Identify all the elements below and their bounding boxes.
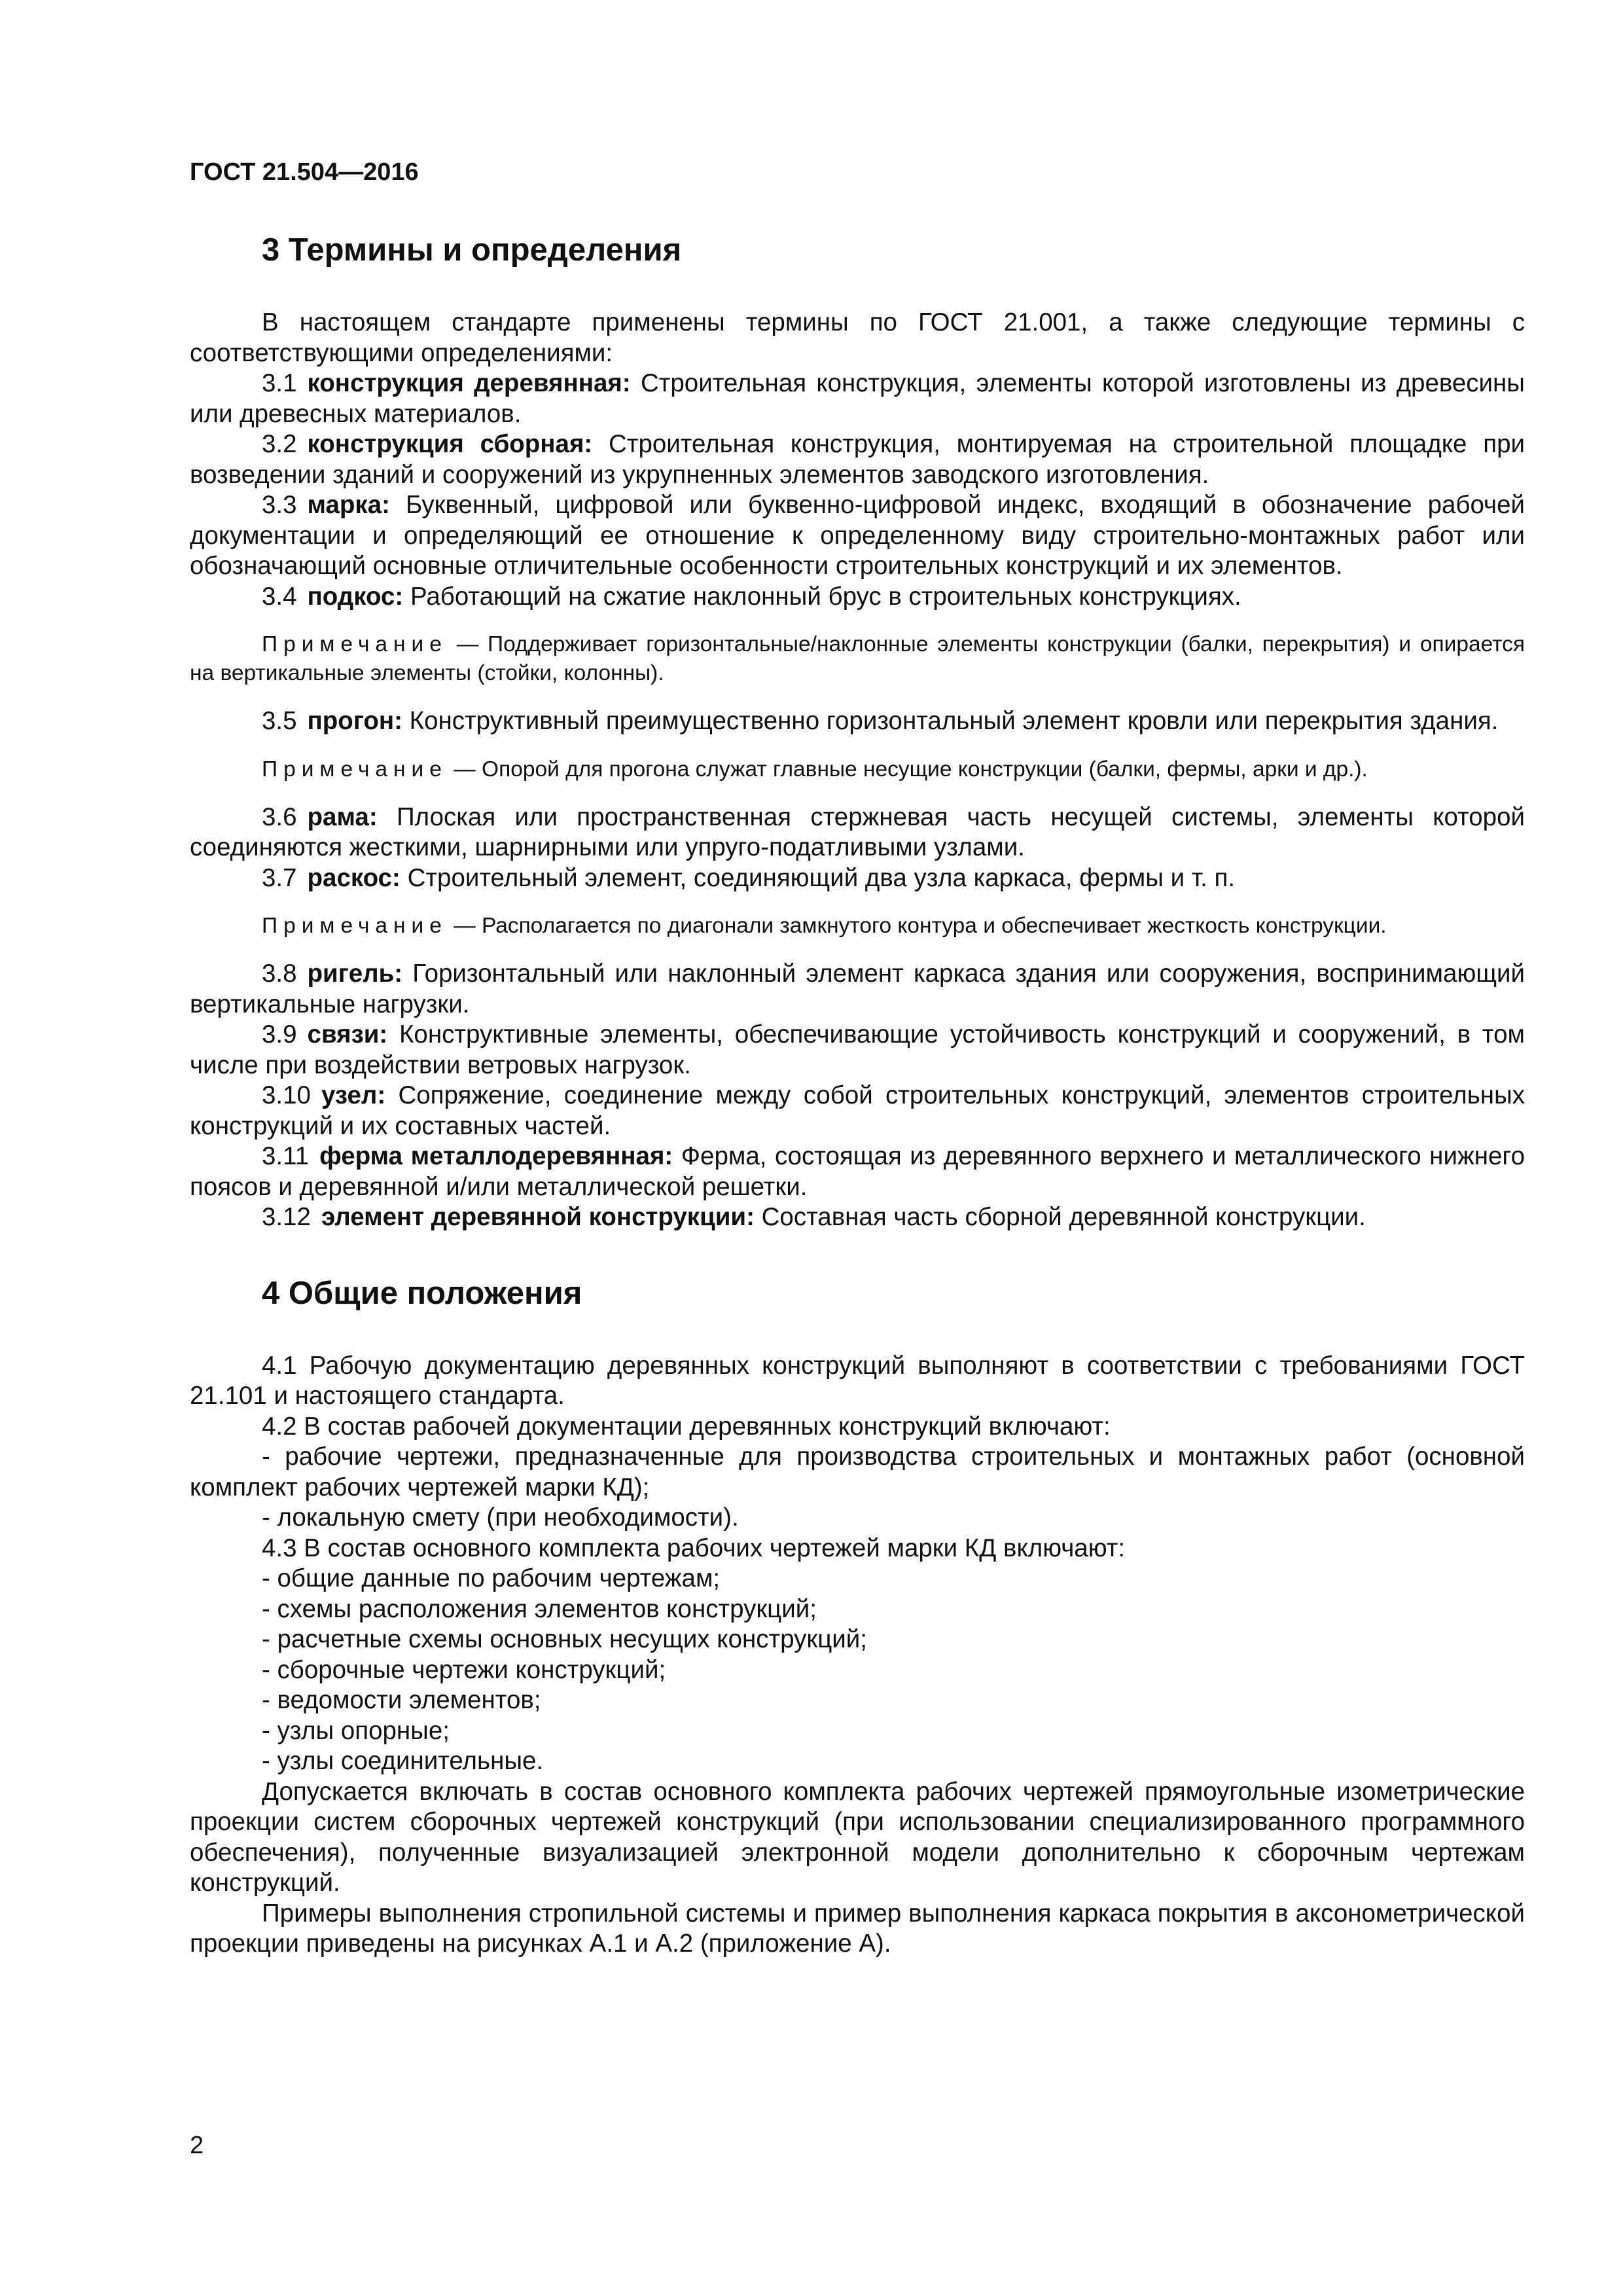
term-3-2 <box>190 429 1525 490</box>
term-name: марка: <box>307 491 390 519</box>
note-3-4 <box>190 630 1525 688</box>
term-name: конструкция деревянная: <box>307 369 631 397</box>
term-name: ферма металлодеревянная: <box>319 1142 673 1170</box>
term-name: связи: <box>307 1020 388 1049</box>
term-definition: Строительная конструкция, элементы которой изготовлены из древесины или древесных материалов. <box>190 369 1525 428</box>
term-definition: Конструктивные элементы, обеспечивающие устойчивость конструкций и сооружений, в том числе при воздействии ветровых нагрузок. <box>190 1020 1525 1079</box>
list-item: - схемы расположения элементов конструкций; <box>262 1594 817 1623</box>
list-item: - рабочие чертежи, предназначенные для производства строительных и монтажных работ (основной комплект рабочих чертежей марки КД); <box>190 1443 1525 1501</box>
section-3-intro: В настоящем стандарте применены термины по ГОСТ 21.001, а также следующие термины с соответствующими определениями: <box>190 308 1525 367</box>
term-number: 3.3 <box>262 491 297 519</box>
clause-4-1: 4.1 Рабочую документацию деревянных конструкций выполняют в соответствии с требованиями ГОСТ 21.101 и настоящего стандарта. <box>190 1351 1525 1410</box>
term-definition: Сопряжение, соединение между собой строительных конструкций, элементов строительных конструкций и их составных частей. <box>190 1081 1525 1140</box>
list-item: - сборочные чертежи конструкций; <box>262 1655 666 1684</box>
term-name: конструкция сборная: <box>307 430 593 458</box>
list-item: - локальную смету (при необходимости). <box>262 1503 739 1532</box>
term-definition: Буквенный, цифровой или буквенно-цифровой индекс, входящий в обозначение рабочей документации и определяющий ее отношение к определенному виду строительно-монтажных работ или обозначающий основные отличительные особенности строительных конструкций и их элементов. <box>190 491 1525 580</box>
term-number: 3.11 <box>262 1142 310 1170</box>
clause-4-2: 4.2 В состав рабочей документации деревянных конструкций включают: <box>262 1412 1111 1441</box>
term-3-4 <box>190 582 1525 613</box>
term-3-7 <box>190 863 1525 894</box>
section-4-title: 4 Общие положения <box>262 1275 582 1311</box>
note-label: Примечание <box>262 632 448 656</box>
term-definition: Конструктивный преимущественно горизонтальный элемент кровли или перекрытия здания. <box>409 707 1499 735</box>
note-3-5 <box>190 755 1525 784</box>
note-text: — Опорой для прогона служат главные несущие конструкции (балки, фермы, арки и др.). <box>454 757 1368 781</box>
term-number: 3.1 <box>262 369 297 397</box>
term-number: 3.9 <box>262 1020 297 1049</box>
list-item: - общие данные по рабочим чертежам; <box>262 1564 721 1592</box>
term-name: ригель: <box>307 960 403 988</box>
term-definition: Строительный элемент, соединяющий два узла каркаса, фермы и т. п. <box>407 863 1236 892</box>
term-3-11 <box>190 1141 1525 1202</box>
term-3-8 <box>190 959 1525 1020</box>
note-text: — Располагается по диагонали замкнутого контура и обеспечивает жесткость конструкции. <box>454 914 1387 938</box>
term-name: узел: <box>321 1081 386 1109</box>
clause-4-3: 4.3 В состав основного комплекта рабочих чертежей марки КД включают: <box>262 1534 1126 1562</box>
note-text: — Поддерживает горизонтальные/наклонные элементы конструкции (балки, перекрытия) и опирается на вертикальные элементы (стойки, колонны). <box>190 632 1525 685</box>
term-number: 3.10 <box>262 1081 311 1109</box>
term-number: 3.5 <box>262 707 297 735</box>
term-number: 3.12 <box>262 1203 311 1231</box>
term-number: 3.7 <box>262 863 297 892</box>
term-definition: Составная часть сборной деревянной конструкции. <box>761 1203 1366 1231</box>
paragraph-examples: Примеры выполнения стропильной системы и пример выполнения каркаса покрытия в аксонометрической проекции приведены на рисунках А.1 и А.2 (приложение А). <box>190 1899 1525 1958</box>
page-number: 2 <box>190 2132 204 2159</box>
term-3-1 <box>190 368 1525 429</box>
term-definition: Ферма, состоящая из деревянного верхнего и металлического нижнего поясов и деревянной и/или металлической решетки. <box>190 1142 1525 1201</box>
list-item: - ведомости элементов; <box>262 1686 541 1714</box>
term-definition: Строительная конструкция, монтируемая на строительной площадке при возведении зданий и сооружений из укрупненных элементов заводского изготовления. <box>190 430 1525 489</box>
term-definition: Плоская или пространственная стержневая часть несущей системы, элементы которой соединяются жесткими, шарнирными или упруго-податливыми узлами. <box>190 802 1525 861</box>
term-name: прогон: <box>307 707 402 735</box>
term-3-6 <box>190 802 1525 863</box>
document-page <box>190 157 1525 1960</box>
section-3-title: 3 Термины и определения <box>262 232 682 268</box>
term-number: 3.2 <box>262 430 297 458</box>
term-number: 3.6 <box>262 802 297 831</box>
term-3-5 <box>190 706 1525 737</box>
term-number: 3.4 <box>262 582 297 611</box>
term-3-9 <box>190 1020 1525 1081</box>
list-item: - узлы соединительные. <box>262 1747 544 1775</box>
term-3-10 <box>190 1081 1525 1141</box>
term-name: элемент деревянной конструкции: <box>321 1203 755 1231</box>
term-definition: Работающий на сжатие наклонный брус в строительных конструкциях. <box>410 582 1241 611</box>
term-name: подкос: <box>307 582 404 611</box>
list-item: - расчетные схемы основных несущих конструкций; <box>262 1625 867 1653</box>
paragraph-allowance: Допускается включать в состав основного комплекта рабочих чертежей прямоугольные изометрические проекции систем сборочных чертежей конструкций (при использовании специализированного программного обеспечения), полученные визуализацией электронной модели дополнительно к сборочным чертежам конструкций. <box>190 1777 1525 1897</box>
term-3-12 <box>190 1202 1525 1233</box>
term-number: 3.8 <box>262 960 297 988</box>
term-name: рама: <box>307 802 378 831</box>
list-item: - узлы опорные; <box>262 1716 450 1745</box>
document-code: ГОСТ 21.504—2016 <box>190 158 419 186</box>
note-label: Примечание <box>262 757 448 781</box>
term-name: раскос: <box>307 863 401 892</box>
note-label: Примечание <box>262 914 448 938</box>
note-3-7 <box>190 912 1525 941</box>
term-definition: Горизонтальный или наклонный элемент каркаса здания или сооружения, воспринимающий вертикальные нагрузки. <box>190 960 1525 1018</box>
term-3-3 <box>190 490 1525 582</box>
